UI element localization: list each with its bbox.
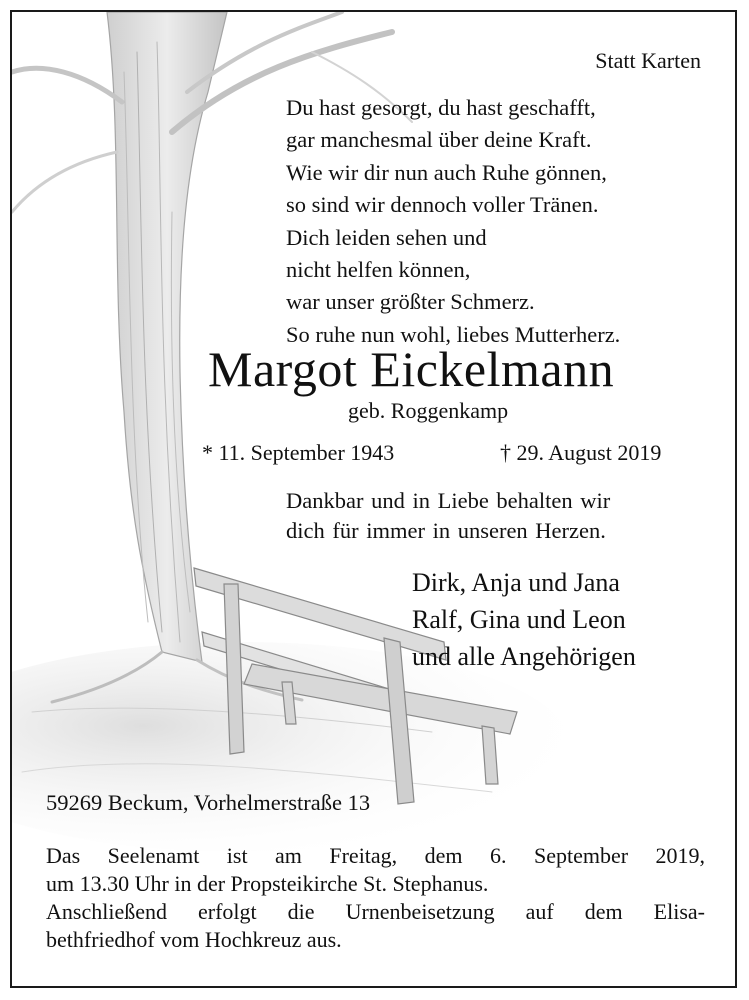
death-date: † 29. August 2019 (500, 440, 662, 465)
notice-line: bethfriedhof vom Hochkreuz aus. (46, 927, 342, 952)
gratitude-line: dich für immer in unseren Herzen. (286, 518, 606, 543)
poem-line: Dich leiden sehen und (286, 224, 487, 250)
obituary-frame (10, 10, 737, 988)
family-line: Dirk, Anja und Jana (412, 568, 620, 597)
gratitude-text (286, 486, 610, 546)
family-line: Ralf, Gina und Leon (412, 605, 626, 634)
address: 59269 Beckum, Vorhelmerstraße 13 (46, 790, 371, 815)
poem-line: gar manchesmal über deine Kraft. (286, 127, 592, 153)
poem-line: So ruhe nun wohl, liebes Mutterherz. (286, 321, 621, 347)
deceased-name: Margot Eickelmann (208, 341, 615, 397)
poem-line: so sind wir dennoch voller Tränen. (286, 192, 599, 218)
poem-line: Du hast gesorgt, du hast geschafft, (286, 95, 596, 120)
service-notice (46, 842, 705, 954)
poem (286, 92, 620, 351)
poem-line: war unser größter Schmerz. (286, 289, 535, 315)
birth-date: * 11. September 1943 (202, 440, 395, 465)
family-signatures (412, 564, 636, 675)
poem-line: nicht helfen können, (286, 257, 471, 283)
notice-line: um 13.30 Uhr in der Propsteikirche St. Stephanus. (46, 871, 489, 896)
statt-karten-label: Statt Karten (595, 48, 701, 73)
notice-line: Anschließend erfolgt die Urnenbeisetzung auf dem Elisa- (46, 899, 705, 924)
birth-name: geb. Roggenkamp (348, 398, 509, 423)
notice-line: Das Seelenamt ist am Freitag, dem 6. September 2019, (46, 843, 705, 868)
poem-line: Wie wir dir nun auch Ruhe gönnen, (286, 159, 607, 185)
family-line: und alle Angehörigen (412, 642, 636, 671)
gratitude-line: Dankbar und in Liebe behalten wir (286, 488, 611, 513)
